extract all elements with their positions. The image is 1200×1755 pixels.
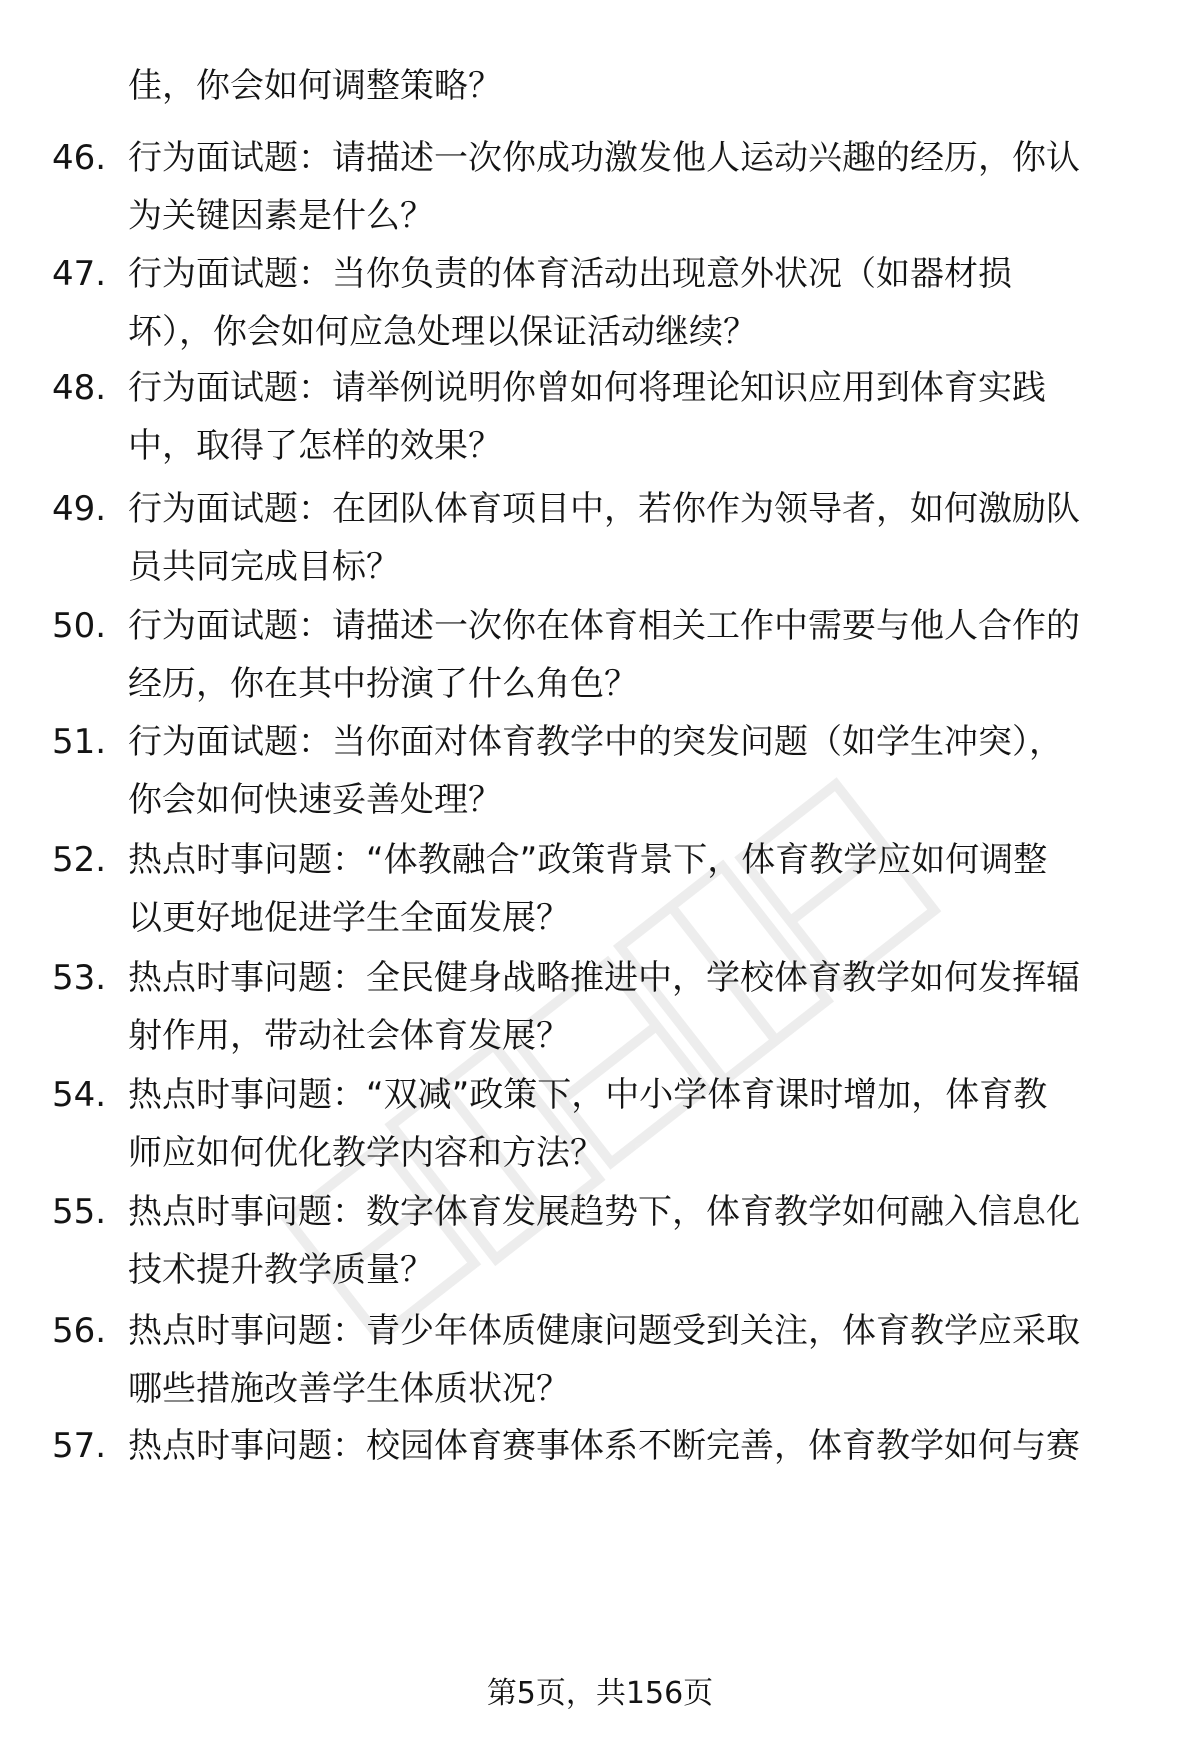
question-text-line-2: 为关键因素是什么？: [128, 196, 434, 236]
question-text-line-2: 经历，你在其中扮演了什么角色？: [128, 664, 638, 704]
question-text-line-2: 技术提升教学质量？: [128, 1250, 434, 1290]
question-number: 48.: [52, 368, 107, 408]
question-text-line-1: 热点时事问题：全民健身战略推进中，学校体育教学如何发挥辐: [128, 958, 1080, 998]
question-number: 52.: [52, 840, 107, 880]
question-number: 51.: [52, 722, 107, 762]
question-text-line-1: 行为面试题：请描述一次你在体育相关工作中需要与他人合作的: [128, 606, 1080, 646]
question-text-line-1: 热点时事问题：青少年体质健康问题受到关注，体育教学应采取: [128, 1311, 1080, 1351]
question-text-line-1: 行为面试题：请举例说明你曾如何将理论知识应用到体育实践: [128, 368, 1046, 408]
question-text-line-1: 行为面试题：在团队体育项目中，若你作为领导者，如何激励队: [128, 489, 1080, 529]
question-text-line-2: 坏），你会如何应急处理以保证活动继续？: [128, 312, 757, 352]
question-text-line-1: 行为面试题：当你负责的体育活动出现意外状况（如器材损: [128, 254, 1012, 294]
question-number: 50.: [52, 606, 107, 646]
question-number: 56.: [52, 1311, 107, 1351]
question-number: 47.: [52, 254, 107, 294]
question-text-line-1: 热点时事问题：“体教融合”政策背景下，体育教学应如何调整: [128, 840, 1048, 880]
question-text-line-1: 行为面试题：请描述一次你成功激发他人运动兴趣的经历，你认: [128, 138, 1080, 178]
continued-text: 佳，你会如何调整策略？: [128, 66, 502, 106]
question-number: 49.: [52, 489, 107, 529]
question-text-line-2: 师应如何优化教学内容和方法？: [128, 1133, 604, 1173]
question-text-line-2: 员共同完成目标？: [128, 547, 400, 587]
question-text-line-2: 中，取得了怎样的效果？: [128, 426, 502, 466]
question-number: 57.: [52, 1426, 107, 1466]
question-text-line-2: 哪些措施改善学生体质状况？: [128, 1369, 570, 1409]
question-number: 54.: [52, 1075, 107, 1115]
question-text-line-1: 热点时事问题：校园体育赛事体系不断完善，体育教学如何与赛: [128, 1426, 1080, 1466]
question-text-line-1: 热点时事问题：数字体育发展趋势下，体育教学如何融入信息化: [128, 1192, 1080, 1232]
question-text-line-2: 以更好地促进学生全面发展？: [128, 898, 570, 938]
question-number: 55.: [52, 1192, 107, 1232]
question-text-line-1: 热点时事问题：“双减”政策下，中小学体育课时增加，体育教: [128, 1075, 1048, 1115]
question-number: 46.: [52, 138, 107, 178]
page-number-footer: 第5页，共156页: [486, 1676, 714, 1711]
question-text-line-1: 行为面试题：当你面对体育教学中的突发问题（如学生冲突），: [128, 722, 1063, 762]
question-text-line-2: 射作用，带动社会体育发展？: [128, 1016, 570, 1056]
question-number: 53.: [52, 958, 107, 998]
question-text-line-2: 你会如何快速妥善处理？: [128, 780, 502, 820]
